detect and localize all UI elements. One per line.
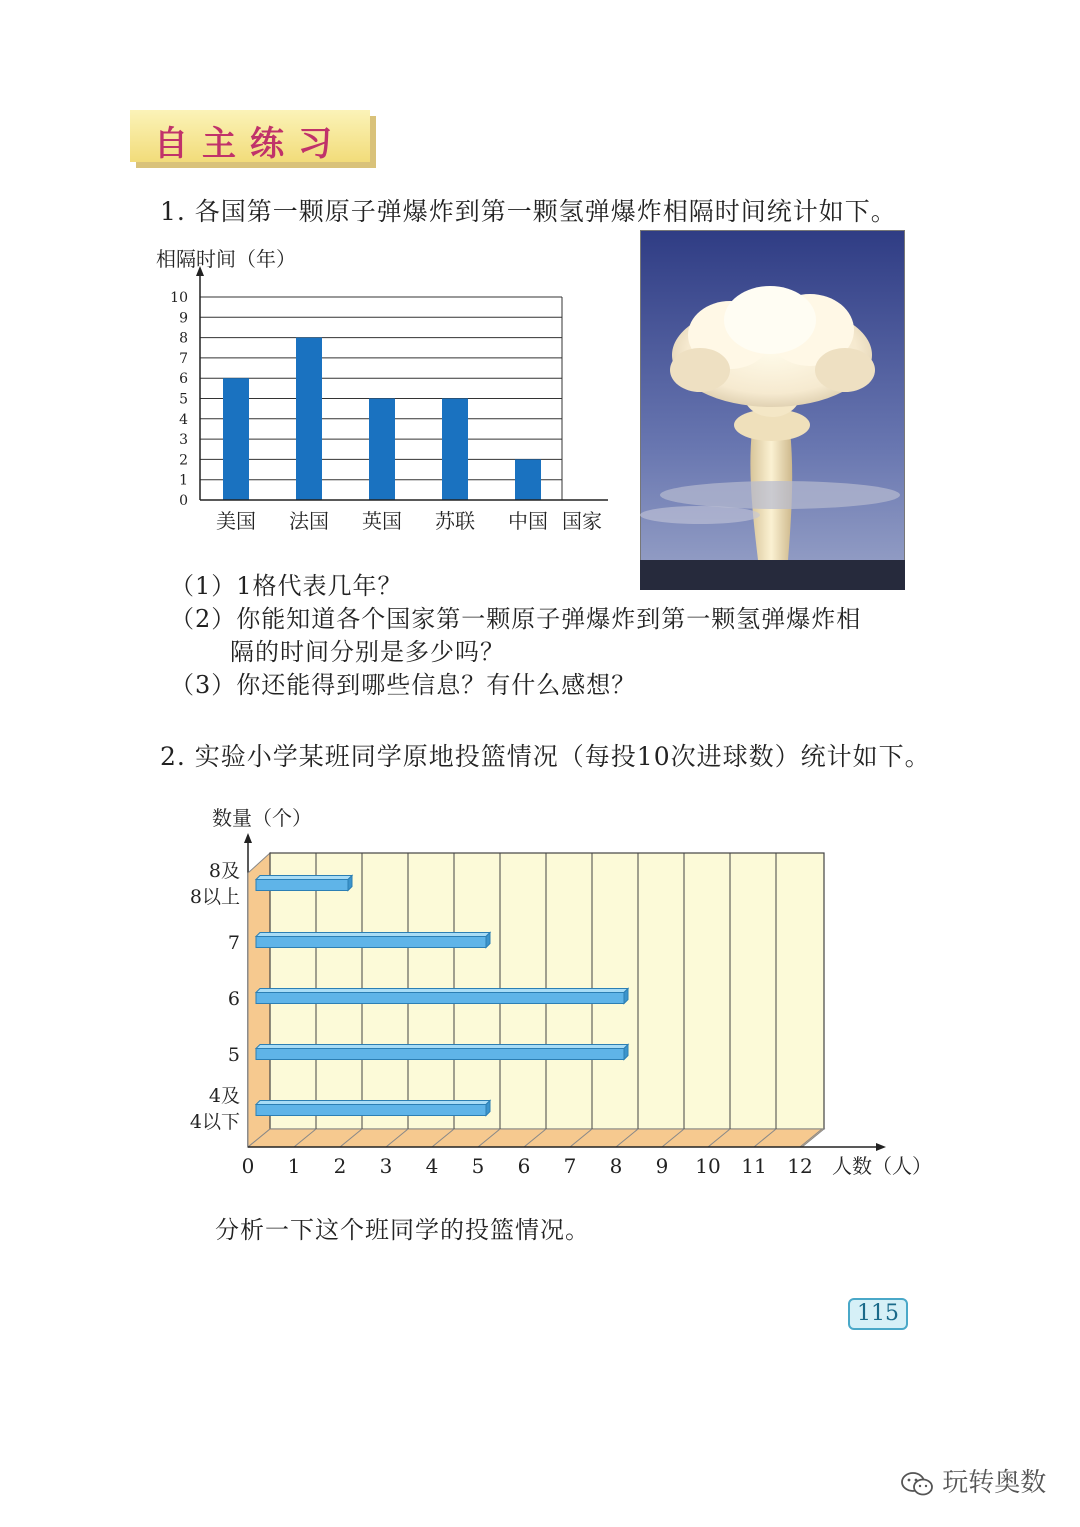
chart-2-x-tick-label: 12 bbox=[787, 1154, 813, 1178]
chart-2-bar bbox=[256, 1049, 624, 1060]
chart-2-horizontal-bar bbox=[160, 795, 960, 1190]
mushroom-cloud-photo bbox=[640, 230, 905, 590]
chart-1-bar bbox=[369, 399, 395, 501]
question-1-sub-3: （3）你还能得到哪些信息？有什么感想？ bbox=[170, 671, 637, 699]
chart-1-x-category-label: 英国 bbox=[362, 509, 402, 533]
question-2-footer: 分析一下这个班同学的投篮情况。 bbox=[215, 1216, 590, 1244]
chart-1-bar bbox=[296, 338, 322, 500]
chart-2-bar bbox=[256, 937, 486, 948]
chart-2-bar-top bbox=[256, 989, 628, 993]
chart-2-bar-top bbox=[256, 1101, 490, 1105]
chart-1-y-tick-label: 7 bbox=[179, 350, 188, 367]
chart-1-y-tick-label: 8 bbox=[179, 330, 188, 347]
chart-2-x-tick-label: 11 bbox=[741, 1154, 767, 1178]
chart-1-bar bbox=[442, 399, 468, 501]
chart-1-y-tick-label: 9 bbox=[179, 310, 188, 327]
question-1-text: 1. 各国第一颗原子弹爆炸到第一颗氢弹爆炸相隔时间统计如下。 bbox=[160, 197, 897, 226]
chart-1-y-tick-label: 10 bbox=[170, 290, 188, 306]
chart-2-x-tick-label: 9 bbox=[655, 1154, 669, 1178]
chart-1-x-category-label: 苏联 bbox=[435, 509, 475, 533]
chart-2-bar bbox=[256, 880, 348, 891]
chart-2-bar bbox=[256, 1105, 486, 1116]
chart-2-x-tick-label: 0 bbox=[241, 1154, 255, 1178]
question-1-sub-1: （1）1格代表几年？ bbox=[170, 572, 403, 600]
chart-2-y-axis-label: 数量（个） bbox=[212, 806, 312, 830]
chart-1-bar bbox=[515, 459, 541, 500]
chart-2-x-arrow-icon bbox=[876, 1143, 886, 1151]
chart-2-x-axis-label: 人数（人） bbox=[832, 1154, 932, 1178]
chart-2-x-tick-label: 10 bbox=[695, 1154, 721, 1178]
chart-1-x-category-label: 法国 bbox=[289, 509, 329, 533]
chart-2-x-tick-label: 5 bbox=[471, 1154, 485, 1178]
chart-1-y-tick-label: 3 bbox=[179, 432, 188, 449]
chart-1-y-tick-label: 5 bbox=[179, 391, 188, 408]
chart-2-category-label: 7 bbox=[227, 932, 240, 954]
chart-1-x-category-label: 美国 bbox=[216, 509, 256, 533]
chart-1-y-tick-label: 0 bbox=[179, 493, 188, 509]
section-heading-text: 自主练习 bbox=[154, 124, 346, 164]
question-2-text: 2. 实验小学某班同学原地投篮情况（每投10次进球数）统计如下。 bbox=[160, 742, 931, 771]
watermark bbox=[900, 1462, 1046, 1499]
chart-1-y-tick-label: 6 bbox=[179, 371, 188, 388]
chart-2-x-tick-label: 7 bbox=[563, 1154, 577, 1178]
chart-2-category-label: 4以下 bbox=[189, 1111, 240, 1133]
chart-2-bar bbox=[256, 993, 624, 1004]
chart-1-y-tick-label: 4 bbox=[179, 411, 188, 428]
chart-2-bar-top bbox=[256, 1045, 628, 1049]
question-1-sub-2-cont: 隔的时间分别是多少吗？ bbox=[230, 638, 505, 666]
chart-1-y-axis-label: 相隔时间（年） bbox=[156, 247, 296, 271]
chart-2-x-tick-label: 3 bbox=[379, 1154, 393, 1178]
chart-2-category-label: 8以上 bbox=[189, 886, 240, 908]
chart-2-category-label: 5 bbox=[227, 1044, 240, 1066]
chart-1-y-tick-label: 2 bbox=[179, 452, 188, 469]
section-heading bbox=[130, 110, 380, 168]
chart-2-category-label: 6 bbox=[227, 988, 240, 1010]
chart-2-category-label: 4及 bbox=[208, 1085, 240, 1107]
chart-2-x-tick-label: 8 bbox=[609, 1154, 623, 1178]
chart-2-category-label: 8及 bbox=[208, 860, 240, 882]
chart-2-x-tick-label: 6 bbox=[517, 1154, 531, 1178]
chart-2-floor bbox=[248, 1129, 824, 1147]
chart-2-bar-top bbox=[256, 933, 490, 937]
chart-2-bar-top bbox=[256, 876, 352, 880]
chart-2-y-arrow-icon bbox=[244, 833, 252, 843]
chart-1-x-category-label: 中国 bbox=[508, 509, 548, 533]
chart-2-x-tick-label: 2 bbox=[333, 1154, 347, 1178]
chart-1-bar bbox=[223, 378, 249, 500]
chart-2-x-tick-label: 4 bbox=[425, 1154, 439, 1178]
watermark-text: 玩转奥数 bbox=[942, 1468, 1047, 1498]
chart-1-y-tick-label: 1 bbox=[179, 472, 188, 489]
chart-2-x-tick-label: 1 bbox=[287, 1154, 301, 1178]
chart-1-vertical-bar bbox=[140, 240, 620, 540]
question-1-sub-2: （2）你能知道各个国家第一颗原子弹爆炸到第一颗氢弹爆炸相 bbox=[170, 605, 862, 633]
chart-1-x-axis-label: 国家 bbox=[562, 509, 602, 533]
wechat-icon bbox=[900, 1470, 934, 1498]
page-number: 115 bbox=[848, 1298, 908, 1330]
